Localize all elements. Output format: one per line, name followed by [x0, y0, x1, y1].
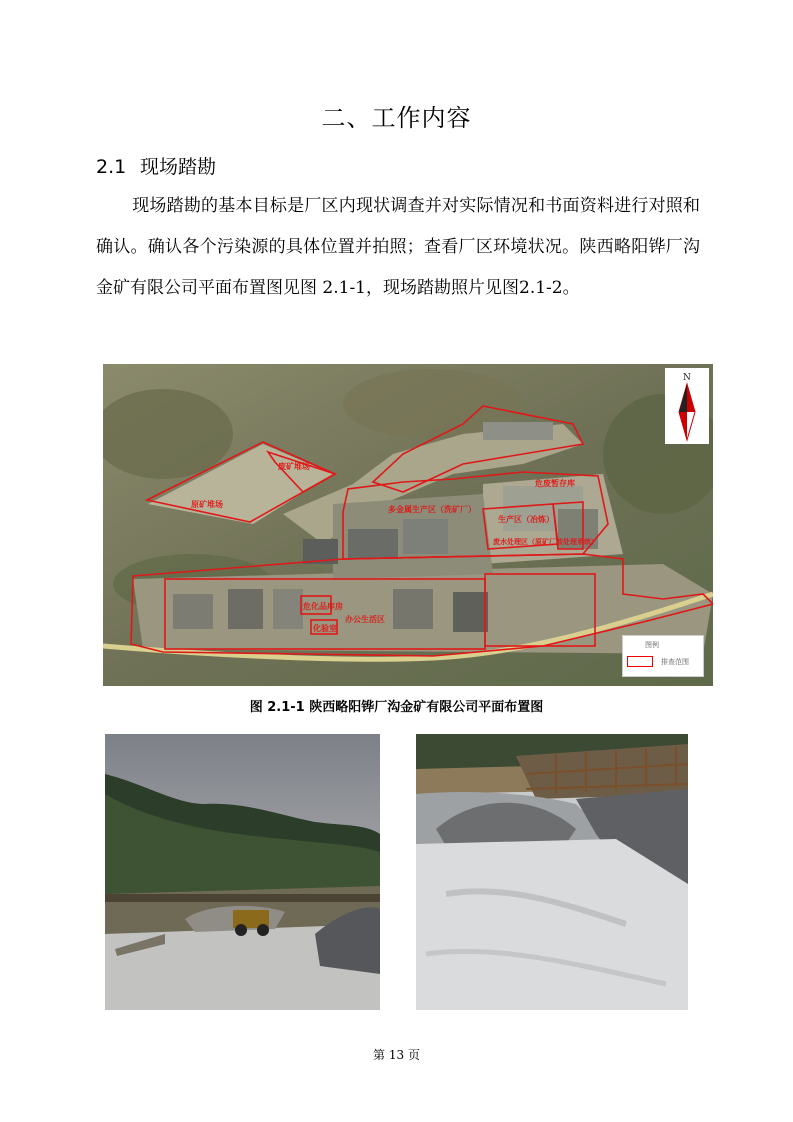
- legend-title: 图例: [645, 641, 659, 649]
- map-label-production-zone: 生产区（冶炼）: [498, 514, 554, 524]
- north-arrow-icon: [665, 368, 709, 444]
- map-label-lab: 化验室: [313, 623, 337, 633]
- map-label-office-zone: 办公生活区: [345, 614, 385, 624]
- paragraph-text: 现场踏勘的基本目标是厂区内现状调查并对实际情况和书面资料进行对照和确认。确认各个污染源的具体位置并拍照；查看厂区环境状况。陕西略阳铧厂沟金矿有限公司平面布置图见图 2.1-1，现场踏勘照片见图2.1-2。: [96, 196, 700, 298]
- page-number: 第 13 页: [373, 1048, 420, 1062]
- map-label-raw-ore-yard: 原矿堆场: [191, 499, 223, 509]
- site-photo-right: [416, 734, 688, 1010]
- compass-rose: [665, 368, 709, 444]
- map-label-multi-metal-zone: 多金属生产区（洗矿厂）: [388, 504, 476, 514]
- body-paragraph: [96, 186, 700, 309]
- site-photo-image: [105, 734, 380, 1010]
- site-layout-map: [103, 364, 713, 686]
- site-photo-image-2: [416, 734, 688, 1010]
- map-label-chem-storage: 危化品库房: [303, 601, 343, 611]
- section-heading: [96, 152, 216, 179]
- section-number: 2.1: [96, 156, 127, 178]
- figure-caption: 图 2.1-1 陕西略阳铧厂沟金矿有限公司平面布置图: [249, 700, 544, 715]
- map-legend: [622, 635, 704, 677]
- map-label-waste-treatment: 废水处理区（原矿厂前处理系统）: [493, 537, 598, 546]
- legend-label: 排查范围: [661, 658, 689, 666]
- site-photo-left: [105, 734, 380, 1010]
- map-label-waste-ore-yard: 废矿堆场: [278, 461, 310, 471]
- page-title: 二、工作内容: [321, 104, 472, 132]
- map-label-waste-storage: 危废暂存库: [535, 478, 575, 488]
- legend-swatch: [627, 656, 653, 667]
- section-title: 现场踏勘: [140, 156, 217, 178]
- compass-n-label: N: [683, 373, 691, 383]
